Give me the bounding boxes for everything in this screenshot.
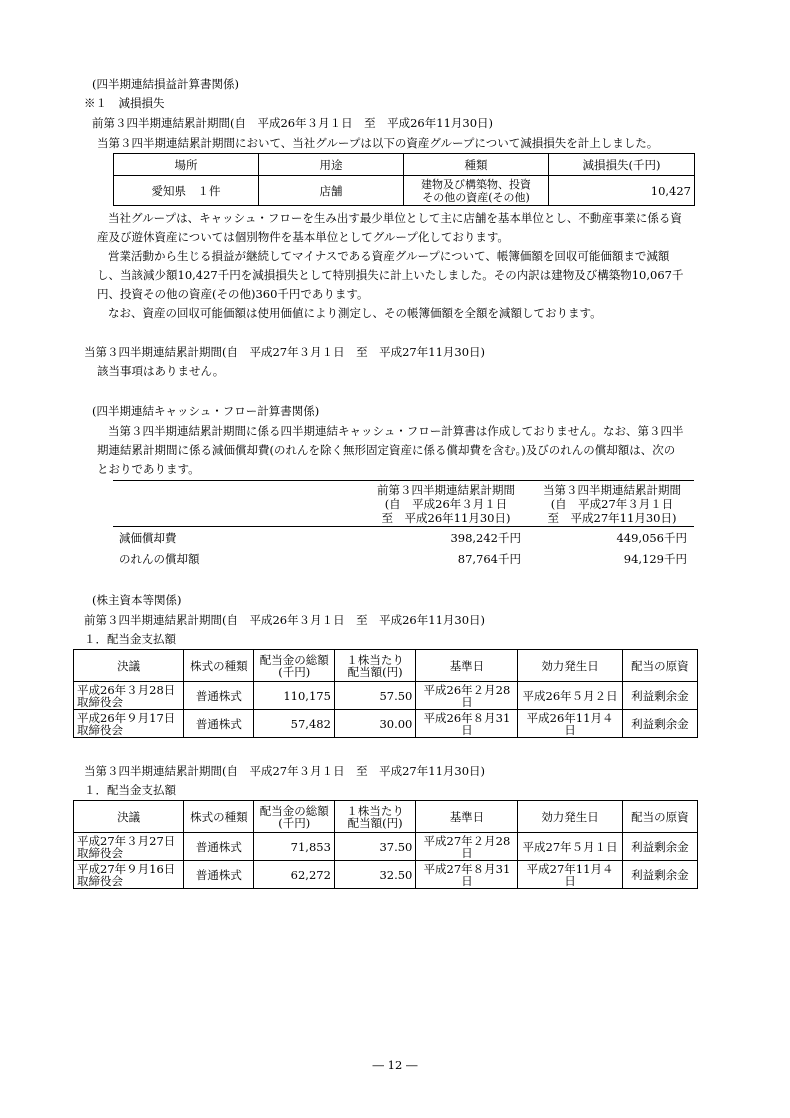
cell-effective-date: 平成27年11月４日 [518,861,622,889]
cell-per-share: 30.00 [334,710,415,738]
hdr-per-line1: １株当たり [346,803,404,818]
hdr-total-line1: 配当金の総額 [259,803,329,818]
cell-resolution [74,861,184,889]
cf-row-goodwill-label: のれんの償却額 [119,552,200,566]
cf-row-depreciation-prior: 398,242千円 [450,531,521,545]
hdr-per-share [334,801,415,833]
cell-effective-date: 平成27年５月１日 [518,833,622,861]
cell-share-type: 普通株式 [184,833,254,861]
para2-line2: し、当該減少額10,427千円を減損損失として特別損失に計上いたしました。その内訳は建物及び構築物10,067千 [97,268,684,282]
header-location: 場所 [114,154,259,176]
current-period-heading: 当第３四半期連結累計期間(自 平成27年３月１日 至 平成27年11月30日) [84,345,486,359]
hdr-source: 配当の原資 [622,650,697,682]
equity-prior-period: 前第３四半期連結累計期間(自 平成26年３月１日 至 平成26年11月30日) [84,613,486,627]
cell-per-share: 32.50 [334,861,415,889]
hdr-resolution: 決議 [74,801,184,833]
cell-resolution-line1: 平成26年９月17日 [77,710,176,725]
cell-resolution [74,710,184,738]
cell-resolution-line2: 取締役会 [77,694,123,709]
page-number: ― 12 ― [372,1058,418,1072]
cell-total: 110,175 [254,682,334,710]
impairment-intro: 当第３四半期連結累計期間において、当社グループは以下の資産グループについて減損損失を計上しました。 [97,136,659,150]
cell-type [404,176,549,206]
para2-line3: 円、投資その他の資産(その他)360千円であります。 [97,287,369,301]
equity-prior-subtitle: １．配当金支払額 [84,632,176,646]
dividend-table-prior [73,649,698,738]
para1-line2: 産及び遊休資産については個別物件を基本単位としてグループ化しております。 [97,230,509,244]
hdr-record-date: 基準日 [416,801,518,833]
equity-current-period: 当第３四半期連結累計期間(自 平成27年３月１日 至 平成27年11月30日) [84,764,486,778]
cell-source: 利益剰余金 [622,861,697,889]
hdr-total [254,801,334,833]
cell-record-date: 平成27年２月28日 [416,833,518,861]
cell-type-line2: その他の資産(その他) [422,190,530,204]
hdr-effective-date: 効力発生日 [518,650,622,682]
cell-record-date: 平成26年２月28日 [416,682,518,710]
hdr-resolution: 決議 [74,650,184,682]
cell-resolution-line1: 平成27年３月27日 [77,833,176,848]
cell-share-type: 普通株式 [184,861,254,889]
section-title-equity: (株主資本等関係) [92,593,182,607]
cell-resolution-line1: 平成27年９月16日 [77,861,176,876]
hdr-per-line1: １株当たり [346,652,404,667]
cell-effective-date: 平成26年５月２日 [518,682,622,710]
cf-col-current-line2: (自 平成27年３月１日 [550,497,674,511]
cell-resolution-line2: 取締役会 [77,873,123,888]
hdr-per-share [334,650,415,682]
cashflow-line3: とおりであります。 [97,462,200,476]
hdr-per-line2: 配当額(円) [347,815,403,830]
cf-col-current-line3: 至 平成27年11月30日) [547,511,677,525]
cf-col-prior-line3: 至 平成26年11月30日) [381,511,511,525]
cf-col-prior-line2: (自 平成26年３月１日 [384,497,508,511]
cf-col-prior-line1: 前第３四半期連結累計期間 [377,483,515,497]
header-use: 用途 [259,154,404,176]
equity-current-subtitle: １．配当金支払額 [84,783,176,797]
hdr-per-line2: 配当額(円) [347,664,403,679]
cell-type-line1: 建物及び構築物、投資 [421,177,531,191]
para1-line1: 当社グループは、キャッシュ・フローを生み出す最少単位として主に店舗を基本単位とし、不動産事業に係る資 [108,211,682,225]
cell-resolution [74,682,184,710]
cell-source: 利益剰余金 [622,833,697,861]
cf-row-depreciation-current: 449,056千円 [616,531,687,545]
cell-amount: 10,427 [549,176,695,206]
section-title-cashflow: (四半期連結キャッシュ・フロー計算書関係) [92,404,320,418]
hdr-record-date: 基準日 [416,650,518,682]
hdr-share-type: 株式の種類 [184,650,254,682]
cell-per-share: 57.50 [334,682,415,710]
dividend-table-current [73,800,698,889]
cell-resolution-line2: 取締役会 [77,845,123,860]
cell-share-type: 普通株式 [184,710,254,738]
header-type: 種類 [404,154,549,176]
prior-period-heading: 前第３四半期連結累計期間(自 平成26年３月１日 至 平成26年11月30日) [92,116,494,130]
cell-resolution-line1: 平成26年３月28日 [77,682,176,697]
hdr-effective-date: 効力発生日 [518,801,622,833]
cf-row-depreciation-label: 減価償却費 [119,531,177,545]
cf-row-goodwill-prior: 87,764千円 [457,552,521,566]
hdr-total-line2: (千円) [278,664,311,679]
cell-effective-date: 平成26年11月４日 [518,710,622,738]
cashflow-table [113,480,694,570]
cell-record-date: 平成26年８月31日 [416,710,518,738]
cf-col-current-line1: 当第３四半期連結累計期間 [543,483,681,497]
cell-location: 愛知県 １件 [114,176,259,206]
para3: なお、資産の回収可能価額は使用価値により測定し、その帳簿価額を全額を減額しております。 [108,306,602,320]
header-impairment-loss: 減損損失(千円) [549,154,695,176]
cell-total: 57,482 [254,710,334,738]
hdr-total-line2: (千円) [278,815,311,830]
para2-line1: 営業活動から生じる損益が継続してマイナスである資産グループについて、帳簿価額を回収可能価額まで減額 [108,249,670,263]
cf-row-goodwill-current: 94,129千円 [623,552,687,566]
cell-per-share: 37.50 [334,833,415,861]
current-period-note: 該当事項はありません。 [97,364,225,378]
cell-resolution [74,833,184,861]
cell-share-type: 普通株式 [184,682,254,710]
note-title-impairment: ※１ 減損損失 [84,96,165,110]
section-title-income-statement: (四半期連結損益計算書関係) [92,77,239,91]
cell-source: 利益剰余金 [622,682,697,710]
cell-source: 利益剰余金 [622,710,697,738]
cell-total: 62,272 [254,861,334,889]
cell-total: 71,853 [254,833,334,861]
cashflow-line1: 当第３四半期連結累計期間に係る四半期連結キャッシュ・フロー計算書は作成しておりません。なお、第３四半 [108,424,684,438]
hdr-source: 配当の原資 [622,801,697,833]
cashflow-line2: 期連結累計期間に係る減価償却費(のれんを除く無形固定資産に係る償却費を含む。)及びのれんの償却額は、次の [97,443,676,457]
hdr-total-line1: 配当金の総額 [259,652,329,667]
hdr-total [254,650,334,682]
hdr-share-type: 株式の種類 [184,801,254,833]
cell-use: 店舗 [259,176,404,206]
cell-record-date: 平成27年８月31日 [416,861,518,889]
impairment-table [113,153,695,206]
cell-resolution-line2: 取締役会 [77,722,123,737]
